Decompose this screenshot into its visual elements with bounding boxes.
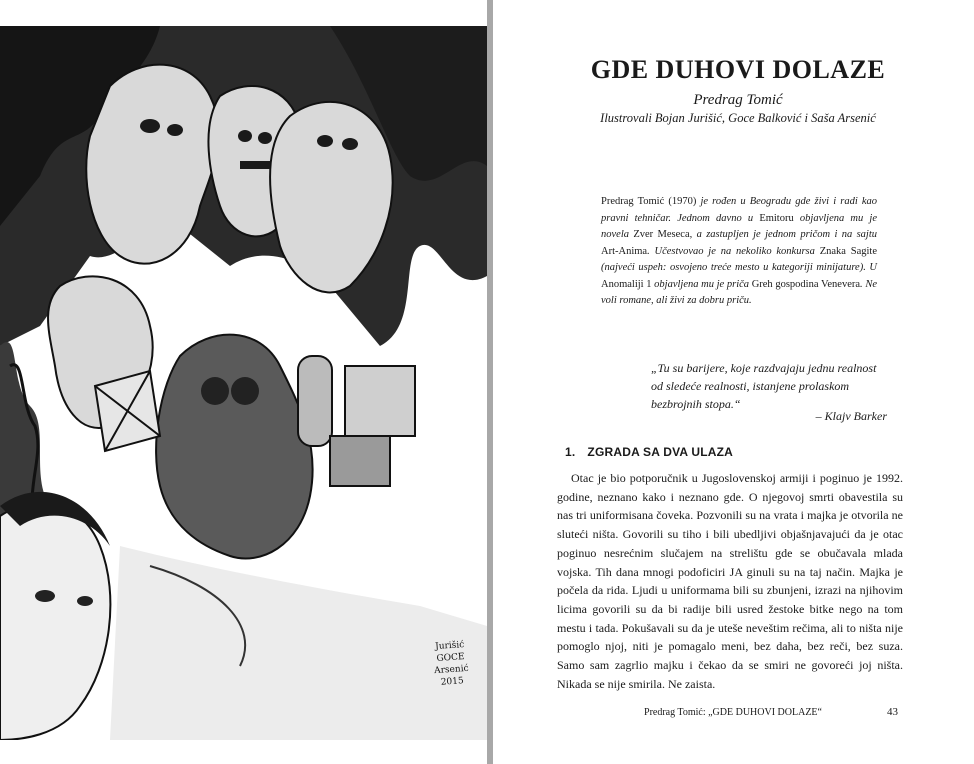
page-number: 43 [887, 706, 898, 718]
bio-segment: Predrag Tomić (1970) [601, 196, 701, 207]
signature-line: GOCE [436, 652, 465, 664]
signature-line: Jurišić [434, 640, 465, 653]
epigraph-author: – Klajv Barker [815, 409, 887, 423]
epigraph-text: „Tu su barijere, koje razdvajaju jednu realnost od sledeće realnosti, istanjene prolaskom bezbrojnih stopa.“ [651, 361, 877, 411]
bio-segment: je rođen u Beogradu gde živi i radi kao pravni tehničar. Jednom davno u [601, 196, 877, 224]
bio-segment: Emitoru [759, 212, 800, 224]
signature-line: 2015 [440, 676, 465, 688]
illustration-drawing [0, 26, 487, 740]
bio-segment: (najveći uspeh: osvojeno treće mesto u kategoriji minijature). U [601, 262, 877, 273]
section-number: 1. [565, 445, 576, 459]
story-illustrators: Ilustrovali Bojan Jurišić, Goce Balković i Saša Arsenić [600, 111, 876, 125]
right-page [493, 0, 974, 764]
bio-segment: . Učestvovao je na nekoliko konkursa [647, 245, 820, 257]
bio-segment: Znaka Sagite [819, 245, 877, 257]
section-title: ZGRADA SA DVA ULAZA [587, 445, 733, 459]
bio-segment: , a zastupljen je jednom pričom i na sajtu [689, 229, 877, 240]
section-heading [565, 445, 865, 459]
bio-segment: Greh gospodina Venevera [751, 278, 861, 290]
bio-segment: Anomaliji 1 [601, 278, 655, 290]
body-paragraph: Otac je bio potporučnik u Jugoslovenskoj armiji i poginuo je 1992. godine, neznano kako i neznano gde. O njegovoj smrti obavestila su nas tri uniformisana čoveka. Pozvonili su na vrata i majka je otvorila ne sluteći ništa. Govorili su tiho i bili ubedljivi objašnjavajući da je otac poginuo nesrećnim slučajem na strelištu gde se obučavala mlada vojska. Tih dana mnogi podoficiri JA ginuli su na taj način. Majka je počela da rida. Ljudi u uniformama bili su zbunjeni, izrazi na njihovim licima govorili su da bi radije bili usred žestoke bitke nego na tom mestu i tada. Pokušavali su da je uteše neveštim rečima, ali to ništa nije pomoglo njoj, niti je pomagalo meni, bez daha, bez reči, bez suza. Samo sam zagrlio majku i čekao da se smiri ne govoreći joj ništa. Nikada se nije smirila. Ne zaista. [557, 471, 903, 691]
bio-segment: . Ne voli romane, ali živi za dobru priču. [601, 278, 877, 306]
author-bio [601, 194, 877, 310]
bio-segment: Art-Anima [601, 245, 648, 257]
running-footer: Predrag Tomić: „GDE DUHOVI DOLAZE“ [644, 707, 822, 718]
bio-segment: objavljena mu je priča [654, 278, 752, 290]
story-author: Predrag Tomić [693, 92, 783, 108]
bio-segment: objavljena mu je novela [601, 212, 877, 240]
artist-signature [422, 638, 479, 690]
story-title: GDE DUHOVI DOLAZE [590, 55, 886, 84]
bio-segment: Zver Meseca [633, 229, 690, 240]
ghost-scene-illustration-icon [0, 26, 487, 740]
signature-line: Arsenić [433, 663, 469, 677]
